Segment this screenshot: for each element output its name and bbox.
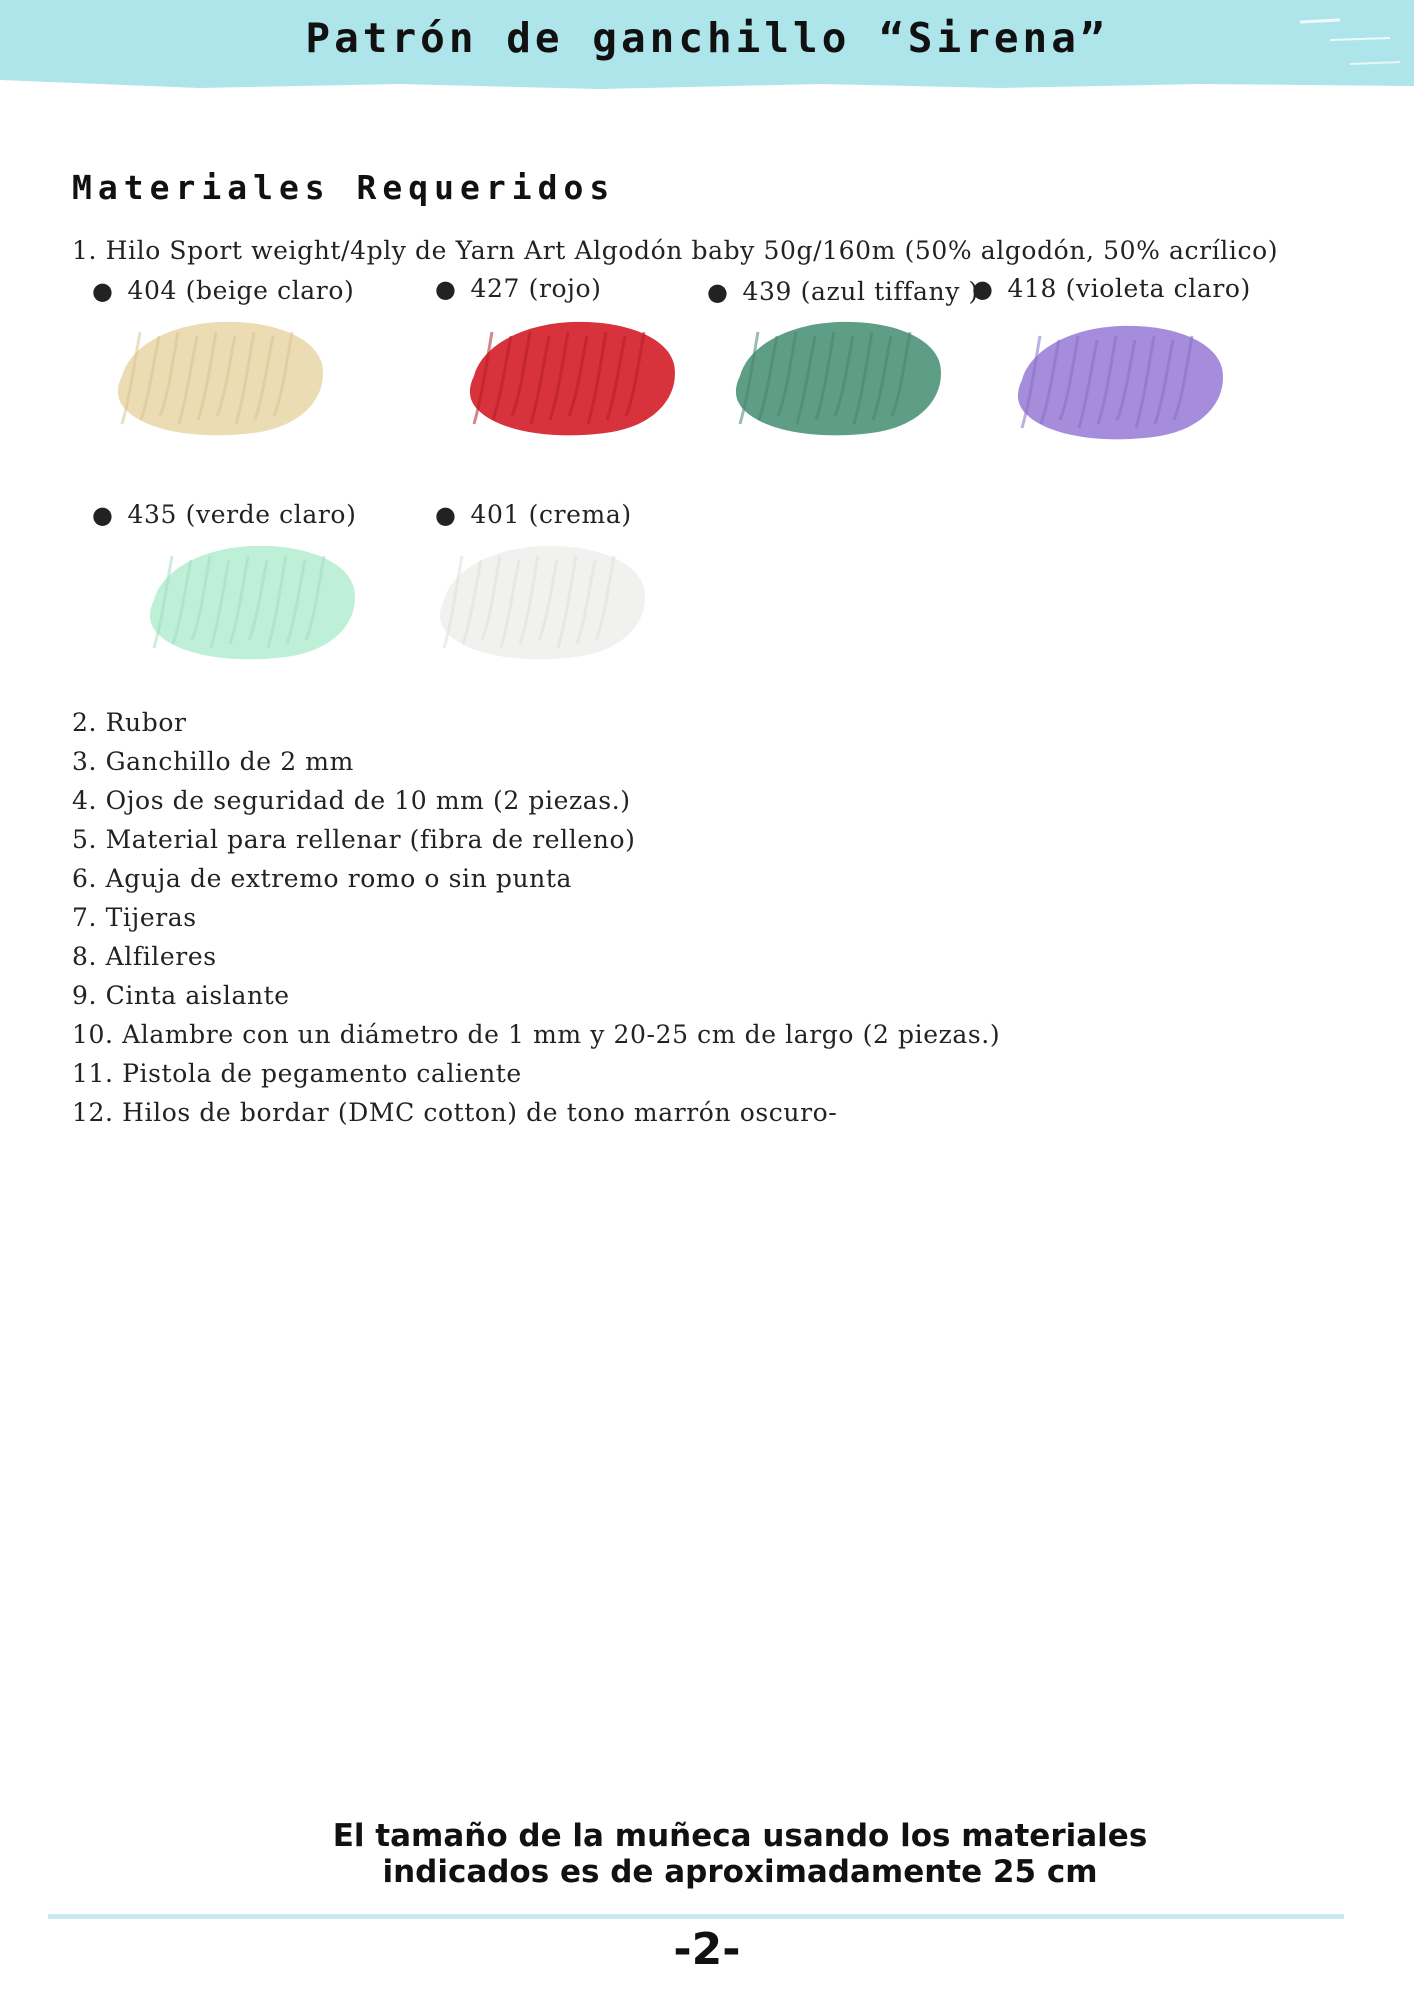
yarn-swatch-tiffany bbox=[728, 306, 948, 446]
material-item: 11. Pistola de pegamento caliente bbox=[72, 1059, 522, 1088]
material-item: 10. Alambre con un diámetro de 1 mm y 20-25 cm de largo (2 piezas.) bbox=[72, 1020, 1001, 1049]
bullet-icon: ● bbox=[435, 501, 457, 529]
yarn-item bbox=[435, 500, 632, 529]
bullet-icon: ● bbox=[972, 275, 994, 303]
material-item: 8. Alfileres bbox=[72, 942, 217, 971]
material-item: 5. Material para rellenar (fibra de relleno) bbox=[72, 825, 636, 854]
material-item: 12. Hilos de bordar (DMC cotton) de tono marrón oscuro- bbox=[72, 1098, 838, 1127]
yarn-swatch-red bbox=[462, 306, 682, 446]
size-note-line: El tamaño de la muñeca usando los materiales bbox=[332, 1818, 1148, 1854]
yarn-label: 418 (violeta claro) bbox=[1007, 274, 1251, 303]
material-item: 7. Tijeras bbox=[72, 903, 197, 932]
page-number: -2- bbox=[673, 1924, 741, 1975]
bullet-icon: ● bbox=[435, 275, 457, 303]
material-item: 9. Cinta aislante bbox=[72, 981, 290, 1010]
yarn-item bbox=[972, 274, 1251, 303]
yarn-item bbox=[707, 277, 979, 306]
footer-divider bbox=[48, 1914, 1344, 1919]
material-item: 3. Ganchillo de 2 mm bbox=[72, 747, 354, 776]
material-item-1: 1. Hilo Sport weight/4ply de Yarn Art Algodón baby 50g/160m (50% algodón, 50% acrílico) bbox=[72, 236, 1279, 265]
material-item: 4. Ojos de seguridad de 10 mm (2 piezas.) bbox=[72, 786, 631, 815]
yarn-label: 439 (azul tiffany ) bbox=[742, 277, 979, 306]
yarn-swatch-light-green bbox=[142, 530, 362, 670]
yarn-label: 404 (beige claro) bbox=[127, 276, 355, 305]
yarn-label: 401 (crema) bbox=[470, 500, 632, 529]
yarn-swatch-violet bbox=[1010, 310, 1230, 450]
material-item: 2. Rubor bbox=[72, 708, 187, 737]
bullet-icon: ● bbox=[707, 278, 729, 306]
material-item: 6. Aguja de extremo romo o sin punta bbox=[72, 864, 573, 893]
bullet-icon: ● bbox=[92, 277, 114, 305]
yarn-item bbox=[435, 274, 602, 303]
yarn-label: 435 (verde claro) bbox=[127, 500, 357, 529]
yarn-swatch-beige bbox=[110, 306, 330, 446]
page-title: Patrón de ganchillo “Sirena” bbox=[305, 14, 1109, 62]
bullet-icon: ● bbox=[92, 501, 114, 529]
yarn-label: 427 (rojo) bbox=[470, 274, 602, 303]
section-title: Materiales Requeridos bbox=[72, 168, 616, 207]
yarn-swatch-cream bbox=[432, 530, 652, 670]
size-note-line: indicados es de aproximadamente 25 cm bbox=[382, 1854, 1098, 1890]
yarn-item bbox=[92, 500, 356, 529]
yarn-item bbox=[92, 276, 354, 305]
size-note bbox=[280, 1818, 1200, 1890]
